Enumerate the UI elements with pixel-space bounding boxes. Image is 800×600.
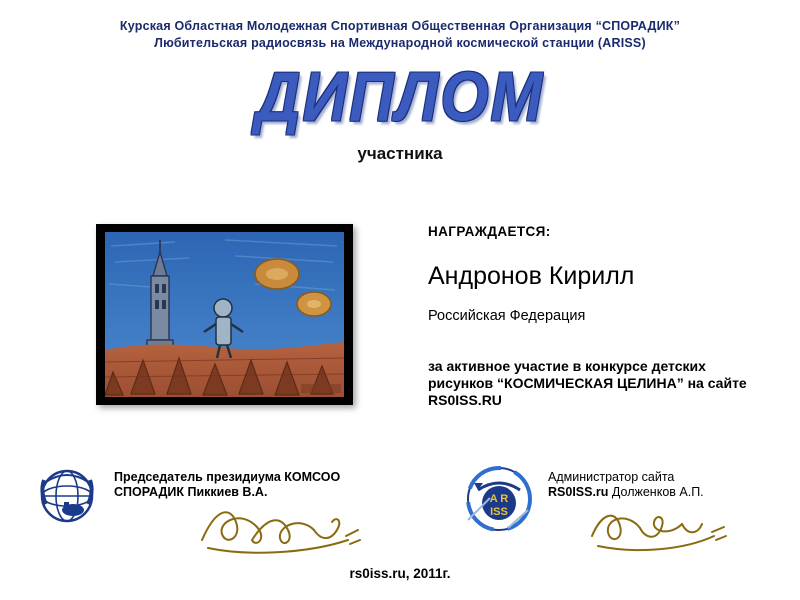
right-signatory-text <box>548 470 788 500</box>
right-signatory-line-1: Администратор сайта <box>548 470 675 484</box>
title-container <box>0 58 800 137</box>
organization-header <box>0 18 800 52</box>
page-title: ДИПЛОМ <box>255 58 545 137</box>
recipient-country: Российская Федерация <box>428 308 586 324</box>
ariss-logo-text-top: A R <box>489 493 509 505</box>
page-subtitle: участника <box>357 144 443 163</box>
left-signatory-text <box>114 470 394 500</box>
childrens-drawing-illustration <box>105 232 344 397</box>
sporadik-globe-logo <box>34 462 106 534</box>
award-reason: за активное участие в конкурсе детских рисунков “КОСМИЧЕСКАЯ ЦЕЛИНА” на сайте RS0ISS.RU <box>428 358 747 408</box>
left-signature-mark <box>196 500 366 562</box>
organization-line-2: Любительская радиосвязь на Международной космической станции (ARISS) <box>154 36 646 50</box>
left-signatory-line-2: СПОРАДИК Пиккиев В.А. <box>114 485 268 499</box>
ariss-logo-text-bottom: ISS <box>490 506 508 518</box>
footer-text: rs0iss.ru, 2011г. <box>349 566 451 581</box>
right-signature-mark <box>588 502 738 560</box>
left-signatory-line-1: Председатель президиума КОМСОО <box>114 470 341 484</box>
ariss-logo <box>462 462 536 536</box>
artwork-frame <box>96 224 353 405</box>
right-signatory-name: Долженков А.П. <box>608 485 704 499</box>
award-label: НАГРАЖДАЕТСЯ: <box>428 224 551 239</box>
right-signatory-line-2 <box>548 485 788 500</box>
organization-line-1: Курская Областная Молодежная Спортивная Общественная Организация “СПОРАДИК” <box>119 19 681 33</box>
recipient-name: Андронов Кирилл <box>428 262 635 290</box>
right-signatory-site: RS0ISS.ru <box>548 485 609 499</box>
artwork-image <box>105 232 344 397</box>
